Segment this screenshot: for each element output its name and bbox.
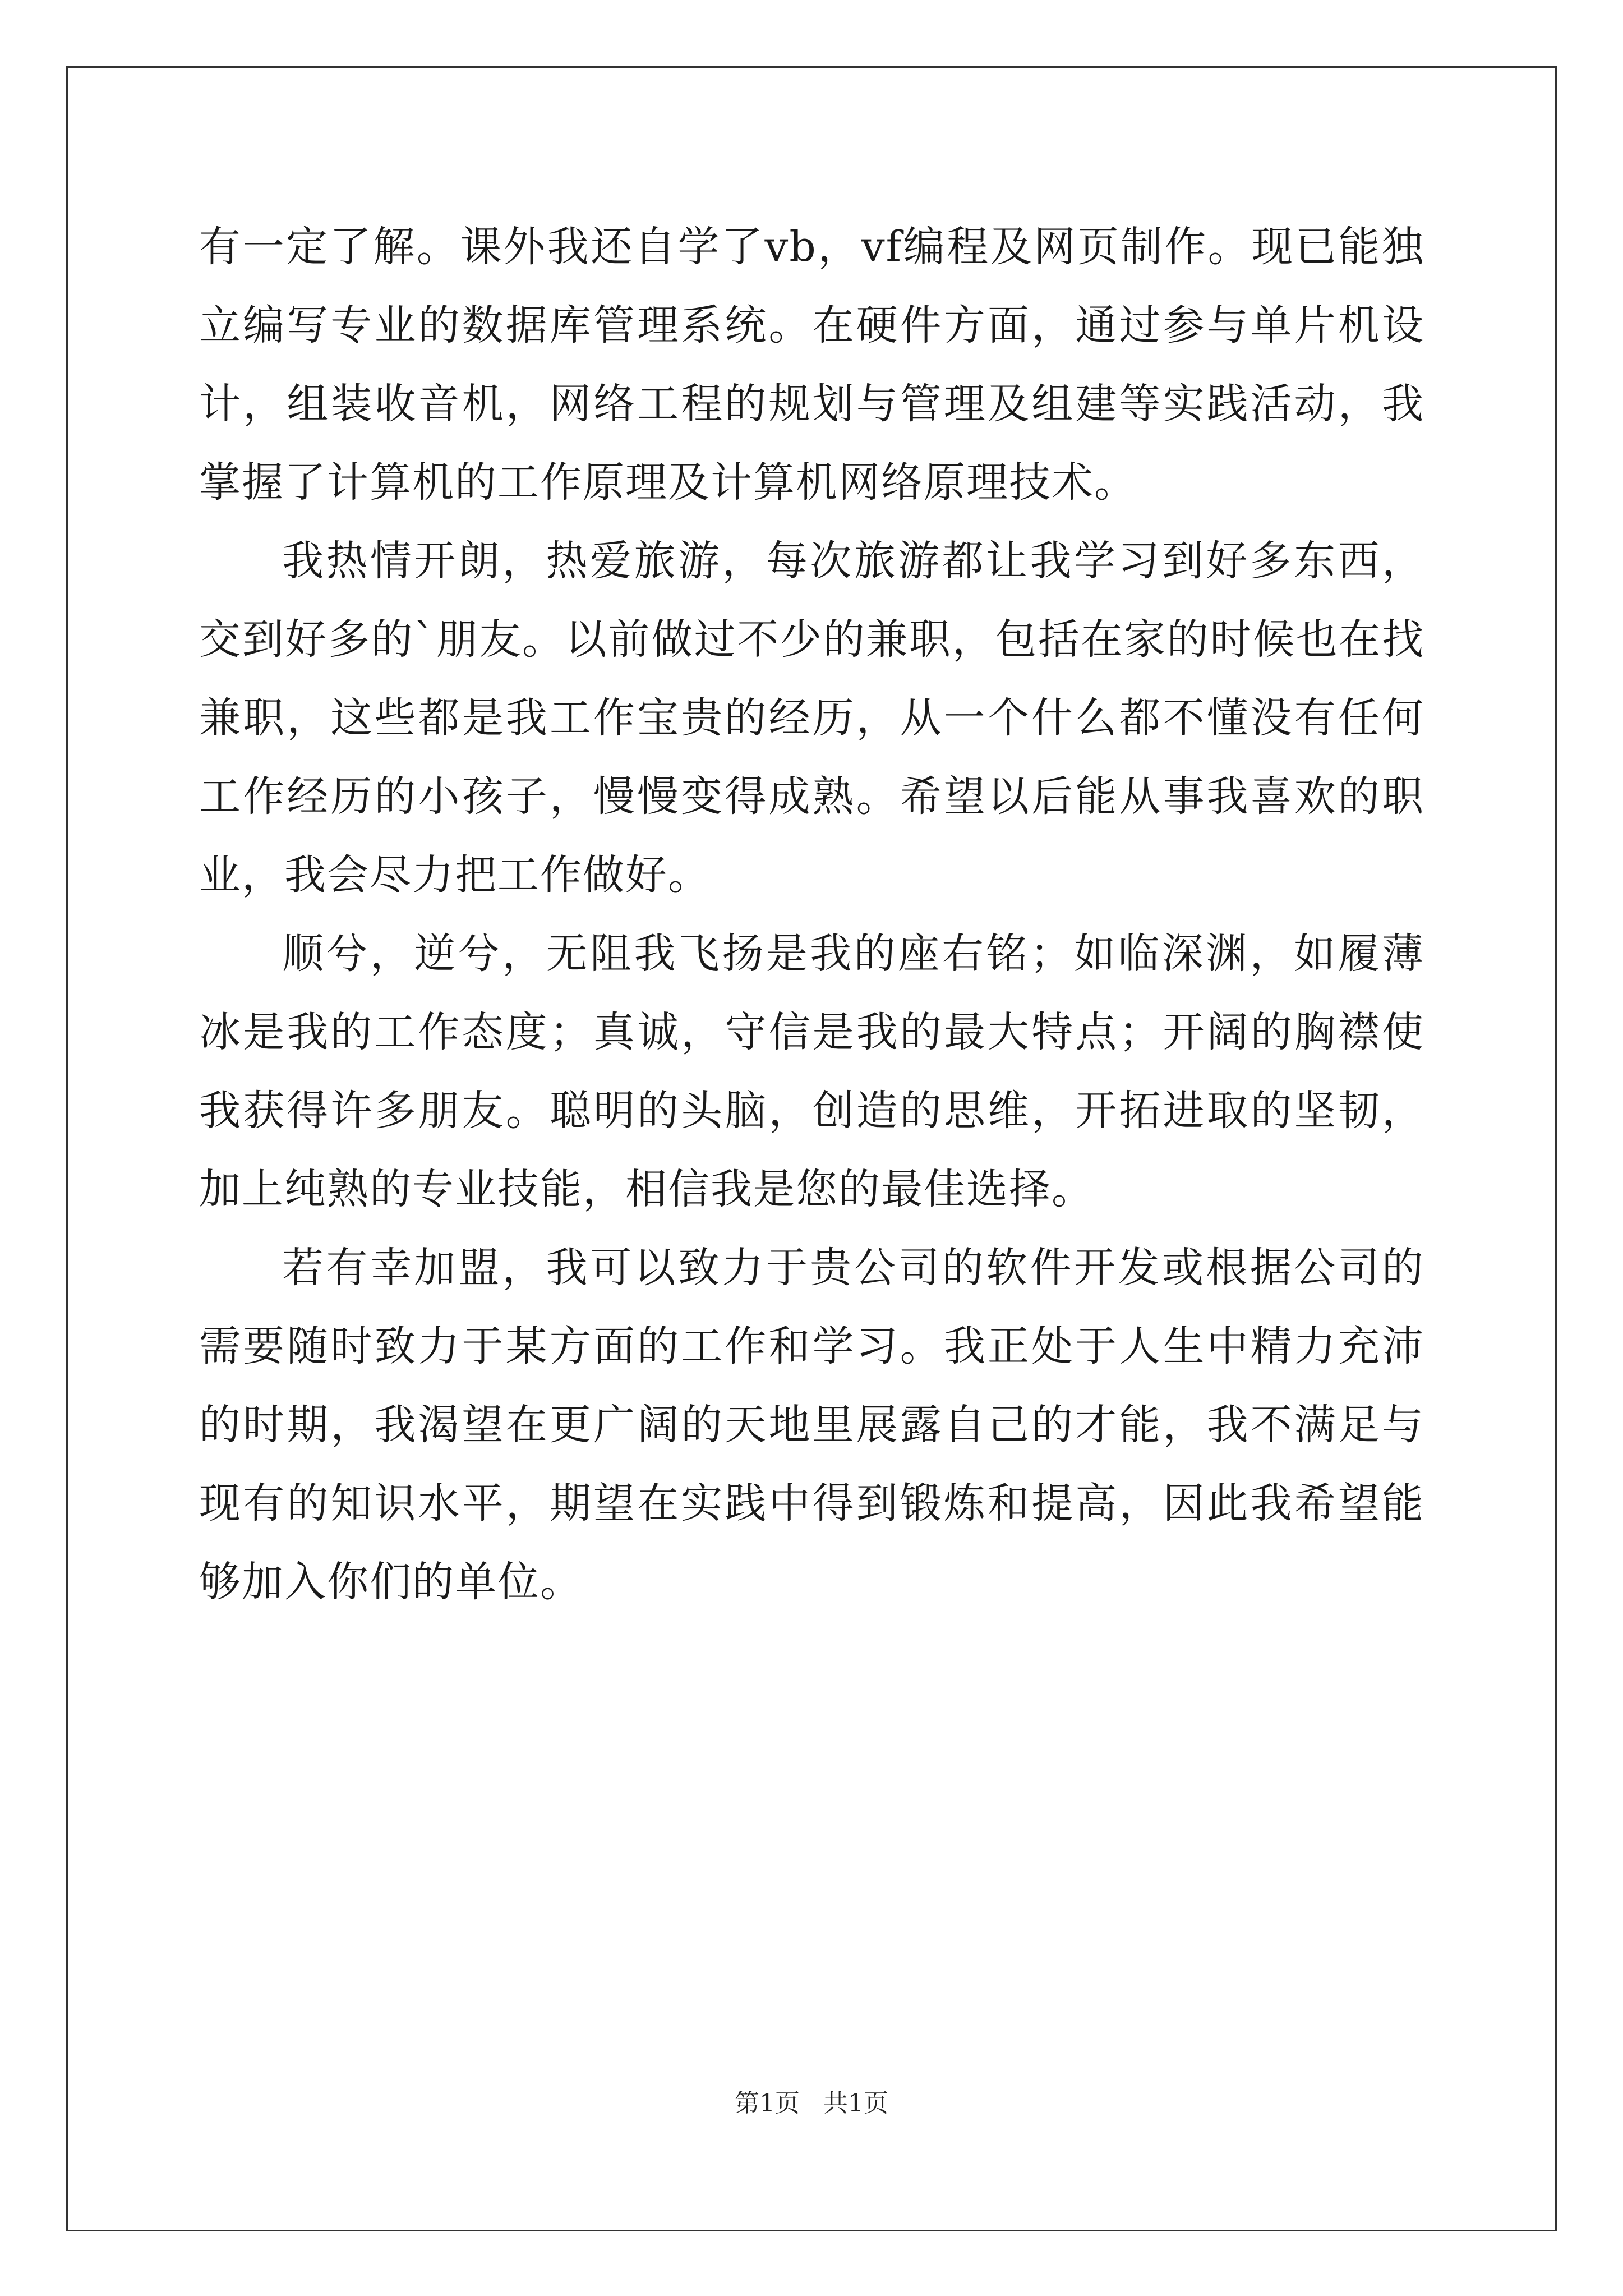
footer-spacer xyxy=(800,2089,823,2118)
document-body xyxy=(199,208,1424,1621)
page-total: 共1页 xyxy=(823,2089,888,2118)
page-footer xyxy=(0,2087,1623,2120)
page-number: 第1页 xyxy=(735,2089,800,2118)
paragraph-3: 顺兮，逆兮，无阻我飞扬是我的座右铭；如临深渊，如履薄冰是我的工作态度；真诚，守信是我的最大特点；开阔的胸襟使我获得许多朋友。聪明的头脑，创造的思维，开拓进取的坚韧，加上纯熟的专业技能，相信我是您的最佳选择。 xyxy=(199,930,1424,1213)
paragraph-2: 我热情开朗，热爱旅游，每次旅游都让我学习到好多东西，交到好多的`朋友。以前做过不少的兼职，包括在家的时候也在找兼职，这些都是我工作宝贵的经历，从一个什么都不懂没有任何工作经历的小孩子，慢慢变得成熟。希望以后能从事我喜欢的职业，我会尽力把工作做好。 xyxy=(199,537,1424,899)
paragraph-1: 有一定了解。课外我还自学了vb，vf编程及网页制作。现已能独立编写专业的数据库管理系统。在硬件方面，通过参与单片机设计，组装收音机，网络工程的规划与管理及组建等实践活动，我掌握了计算机的工作原理及计算机网络原理技术。 xyxy=(199,223,1424,507)
paragraph-4: 若有幸加盟，我可以致力于贵公司的软件开发或根据公司的需要随时致力于某方面的工作和学习。我正处于人生中精力充沛的时期，我渴望在更广阔的天地里展露自己的才能，我不满足与现有的知识水平，期望在实践中得到锻炼和提高，因此我希望能够加入你们的单位。 xyxy=(199,1244,1424,1606)
